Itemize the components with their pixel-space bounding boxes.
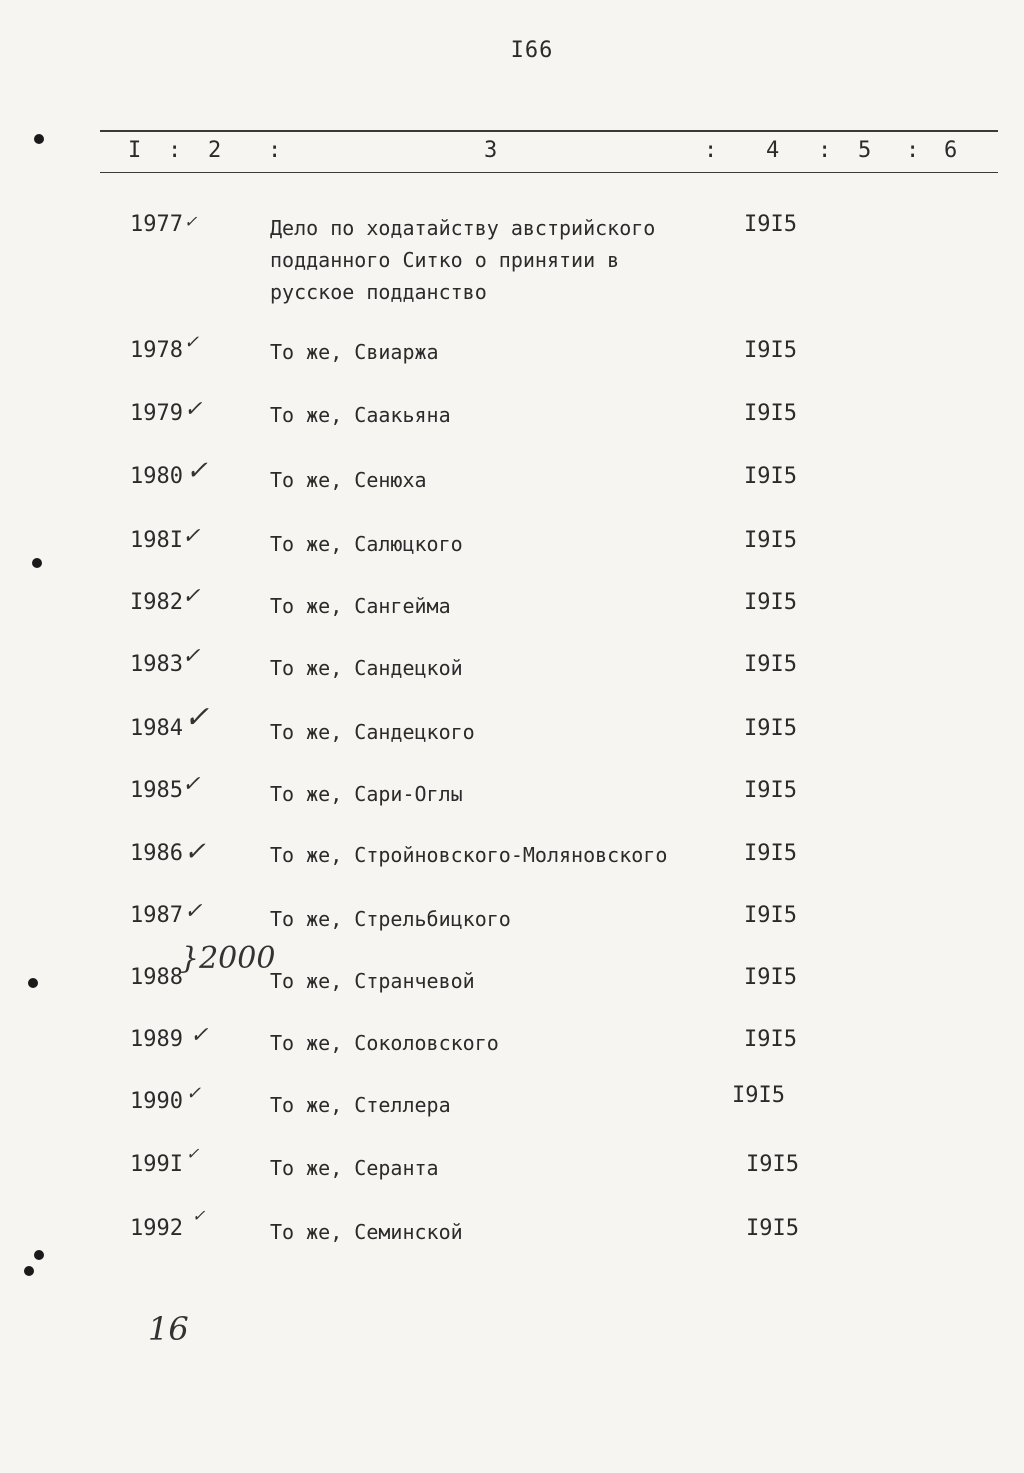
file-title: Дело по ходатайству австрийского подданного Ситко о принятии в русское подданство [270, 216, 656, 304]
table-row [0, 212, 1024, 304]
file-title: То же, Свиаржа [270, 340, 439, 364]
file-title: То же, Стеллера [270, 1093, 451, 1117]
file-title: То же, Странчевой [270, 969, 475, 993]
header-col-3: 3 [484, 138, 498, 163]
table-header-rule [100, 172, 998, 173]
file-number: 1977 [130, 212, 183, 237]
file-number: 1984 [130, 716, 183, 741]
header-col-2: 2 [208, 138, 222, 163]
file-number: 1992 [130, 1216, 183, 1241]
check-mark-icon: ✓ [186, 456, 208, 486]
table-row [0, 899, 1024, 943]
check-mark-icon: ✓ [184, 700, 210, 735]
handwritten-page-note: 16 [148, 1310, 189, 1348]
binding-hole-icon [34, 134, 44, 144]
file-title: То же, Сенюха [270, 468, 427, 492]
file-title: То же, Сандецкого [270, 720, 475, 744]
page-number: I66 [510, 38, 554, 63]
table-row [0, 941, 1024, 1005]
check-mark-icon: ✓ [184, 397, 203, 422]
table-top-rule [100, 130, 998, 132]
file-year: I9I5 [744, 903, 797, 928]
file-year: I9I5 [744, 528, 797, 553]
file-number: 1985 [130, 778, 183, 803]
file-title: То же, Сари-Оглы [270, 782, 463, 806]
file-number: 199I [130, 1152, 183, 1177]
file-number: 1980 [130, 464, 183, 489]
check-mark-icon: ✓ [182, 772, 201, 797]
file-year: I9I5 [744, 401, 797, 426]
check-mark-icon: ✓ [182, 584, 201, 609]
check-mark-icon: ✓ [184, 332, 200, 353]
handwritten-note: }2000 [180, 941, 276, 976]
file-year: I9I5 [744, 716, 797, 741]
file-number: 1988 [130, 965, 183, 990]
file-title: То же, Стрельбицкого [270, 907, 511, 931]
file-title: То же, Семинской [270, 1220, 463, 1244]
header-col-5: 5 [858, 138, 872, 163]
file-year: I9I5 [744, 1027, 797, 1052]
check-mark-icon: ✓ [184, 899, 203, 924]
binding-hole-icon [32, 558, 42, 568]
file-year: I9I5 [744, 841, 797, 866]
file-year: I9I5 [744, 965, 797, 990]
header-col-1: I [128, 138, 142, 163]
header-separator: : [906, 138, 920, 163]
table-row [0, 1144, 1024, 1192]
check-mark-icon: ✓ [190, 1023, 209, 1048]
file-number: 1990 [130, 1089, 183, 1114]
file-title: То же, Стройновского-Моляновского [270, 843, 668, 867]
file-year: I9I5 [744, 590, 797, 615]
file-title: То же, Саакьяна [270, 403, 451, 427]
file-year: I9I5 [732, 1083, 785, 1108]
file-number: 1986 [130, 841, 183, 866]
file-year: I9I5 [744, 652, 797, 677]
table-row [0, 772, 1024, 818]
check-mark-icon: ✓ [192, 1206, 206, 1225]
file-year: I9I5 [744, 778, 797, 803]
table-row [0, 1023, 1024, 1067]
table-row [0, 397, 1024, 441]
table-row [0, 700, 1024, 756]
file-number: 198I [130, 528, 183, 553]
header-separator: : [818, 138, 832, 163]
header-separator: : [704, 138, 718, 163]
table-row [0, 644, 1024, 692]
file-number: I982 [130, 590, 183, 615]
file-year: I9I5 [746, 1152, 799, 1177]
header-separator: : [268, 138, 282, 163]
file-number: 1979 [130, 401, 183, 426]
file-title: То же, Сандецкой [270, 656, 463, 680]
file-number: 1987 [130, 903, 183, 928]
binding-hole-icon [28, 978, 38, 988]
check-mark-icon: ✓ [184, 212, 198, 231]
file-title: То же, Серанта [270, 1156, 439, 1180]
file-title: То же, Салюцкого [270, 532, 463, 556]
table-row [0, 837, 1024, 881]
check-mark-icon: ✓ [186, 1083, 202, 1104]
file-year: I9I5 [746, 1216, 799, 1241]
check-mark-icon: ✓ [182, 524, 201, 549]
table-row [0, 456, 1024, 504]
binding-hole-icon [34, 1250, 44, 1260]
file-year: I9I5 [744, 464, 797, 489]
file-number: 1983 [130, 652, 183, 677]
table-row [0, 524, 1024, 568]
header-col-6: 6 [944, 138, 958, 163]
table-row [0, 332, 1024, 378]
header-separator: : [168, 138, 182, 163]
table-row [0, 1083, 1024, 1129]
binding-hole-icon [24, 1266, 34, 1276]
file-number: 1989 [130, 1027, 183, 1052]
check-mark-icon: ✓ [186, 1144, 200, 1163]
check-mark-icon: ✓ [182, 644, 201, 669]
file-title: То же, Сангейма [270, 594, 451, 618]
file-year: I9I5 [744, 212, 797, 237]
header-col-4: 4 [766, 138, 780, 163]
file-number: 1978 [130, 338, 183, 363]
table-row [0, 584, 1024, 630]
table-row [0, 1206, 1024, 1256]
file-title: То же, Соколовского [270, 1031, 499, 1055]
file-year: I9I5 [744, 338, 797, 363]
check-mark-icon: ✓ [184, 837, 206, 867]
